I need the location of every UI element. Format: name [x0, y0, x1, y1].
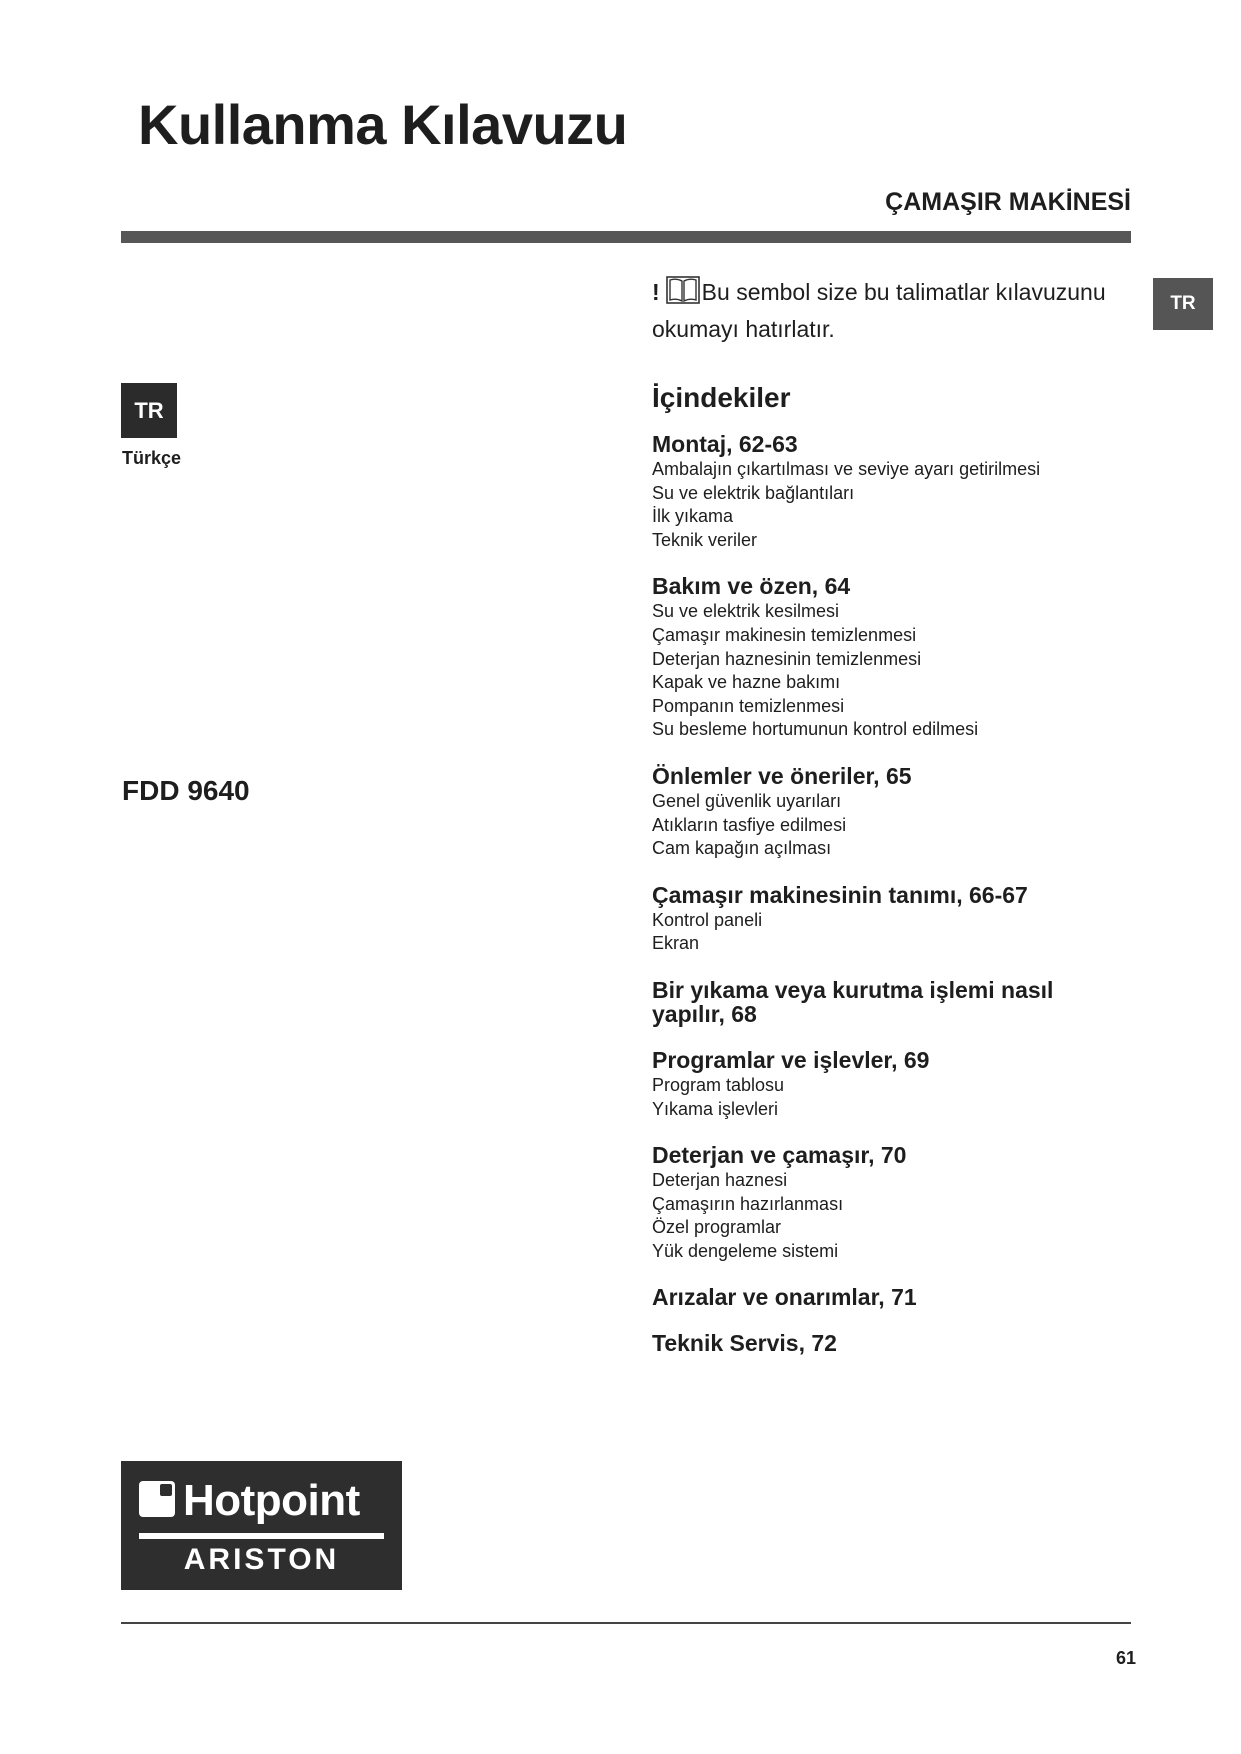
toc-section	[652, 432, 1122, 552]
book-icon	[666, 276, 700, 313]
toc-subitems	[652, 790, 1122, 861]
toc-subitem: Su besleme hortumunun kontrol edilmesi	[652, 719, 979, 740]
toc-subitem: İlk yıkama	[652, 506, 734, 527]
toc-subitem: Program tablosu	[652, 1074, 785, 1095]
toc-section	[652, 764, 1122, 861]
toc-section	[652, 1143, 1122, 1263]
toc-subitem: Ekran	[652, 933, 700, 954]
toc-heading: Arızalar ve onarımlar, 71	[652, 1284, 917, 1311]
model-number: FDD 9640	[122, 775, 250, 806]
page-number: 61	[1115, 1648, 1136, 1668]
notice-text: Bu sembol size bu talimatlar kılavuzunu okumayı hatırlatır.	[652, 279, 1106, 342]
toc-subitem: Özel programlar	[652, 1217, 782, 1238]
logo-divider	[139, 1533, 384, 1539]
toc-section	[652, 1285, 1122, 1309]
toc-section	[652, 883, 1122, 956]
toc-section	[652, 1331, 1122, 1355]
toc-heading: Bir yıkama veya kurutma işlemi nasıl yapılır, 68	[652, 976, 1054, 1027]
language-name: Türkçe	[122, 448, 182, 468]
toc-subitem: Deterjan haznesinin temizlenmesi	[652, 648, 922, 669]
toc-subitem: Kapak ve hazne bakımı	[652, 672, 841, 693]
language-badge: TR	[121, 383, 177, 438]
toc-heading: Teknik Servis, 72	[652, 1330, 837, 1357]
toc-subitem: Kontrol paneli	[652, 909, 763, 930]
manual-title: Kullanma Kılavuzu	[138, 93, 628, 156]
toc-subitems	[652, 458, 1122, 552]
toc-sections	[652, 432, 1122, 1355]
logo-brand-text: Hotpoint	[183, 1476, 360, 1525]
product-type: ÇAMAŞIR MAKİNESİ	[885, 188, 1131, 216]
bottom-divider	[121, 1622, 1131, 1624]
toc-section	[652, 978, 1122, 1026]
notice-mark: !	[652, 279, 660, 305]
top-divider	[121, 231, 1131, 243]
toc-subitem: Ambalajın çıkartılması ve seviye ayarı getirilmesi	[652, 459, 1041, 479]
logo-square-icon	[139, 1481, 175, 1517]
logo-brand	[139, 1475, 360, 1527]
toc-heading: Montaj, 62-63	[652, 431, 798, 457]
toc-title: İçindekiler	[652, 382, 791, 413]
toc-subitem: Su ve elektrik bağlantıları	[652, 482, 855, 503]
manual-notice	[652, 276, 1122, 346]
toc-heading: Çamaşır makinesinin tanımı, 66-67	[652, 881, 1028, 908]
table-of-contents	[652, 382, 1122, 1377]
toc-section	[652, 574, 1122, 742]
toc-subitems	[652, 909, 1122, 956]
logo-sub-text: ARISTON	[183, 1543, 340, 1576]
toc-subitems	[652, 1074, 1122, 1121]
toc-subitem: Genel güvenlik uyarıları	[652, 790, 842, 811]
toc-section	[652, 1048, 1122, 1121]
toc-subitem: Atıkların tasfiye edilmesi	[652, 814, 847, 835]
toc-subitems	[652, 600, 1122, 742]
toc-heading: Önlemler ve öneriler, 65	[652, 762, 912, 789]
toc-subitem: Çamaşırın hazırlanması	[652, 1193, 844, 1214]
toc-subitem: Deterjan haznesi	[652, 1170, 788, 1191]
toc-subitems	[652, 1169, 1122, 1263]
toc-heading: Programlar ve işlevler, 69	[652, 1046, 930, 1073]
toc-subitem: Çamaşır makinesin temizlenmesi	[652, 624, 917, 645]
toc-subitem: Yıkama işlevleri	[652, 1098, 779, 1119]
toc-subitem: Cam kapağın açılması	[652, 838, 832, 859]
side-language-tab: TR	[1153, 278, 1213, 330]
brand-logo	[121, 1461, 402, 1590]
toc-heading: Deterjan ve çamaşır, 70	[652, 1142, 907, 1169]
toc-heading: Bakım ve özen, 64	[652, 573, 851, 600]
toc-subitem: Su ve elektrik kesilmesi	[652, 601, 840, 622]
toc-subitem: Teknik veriler	[652, 529, 758, 550]
toc-subitem: Pompanın temizlenmesi	[652, 695, 845, 716]
toc-subitem: Yük dengeleme sistemi	[652, 1240, 839, 1261]
